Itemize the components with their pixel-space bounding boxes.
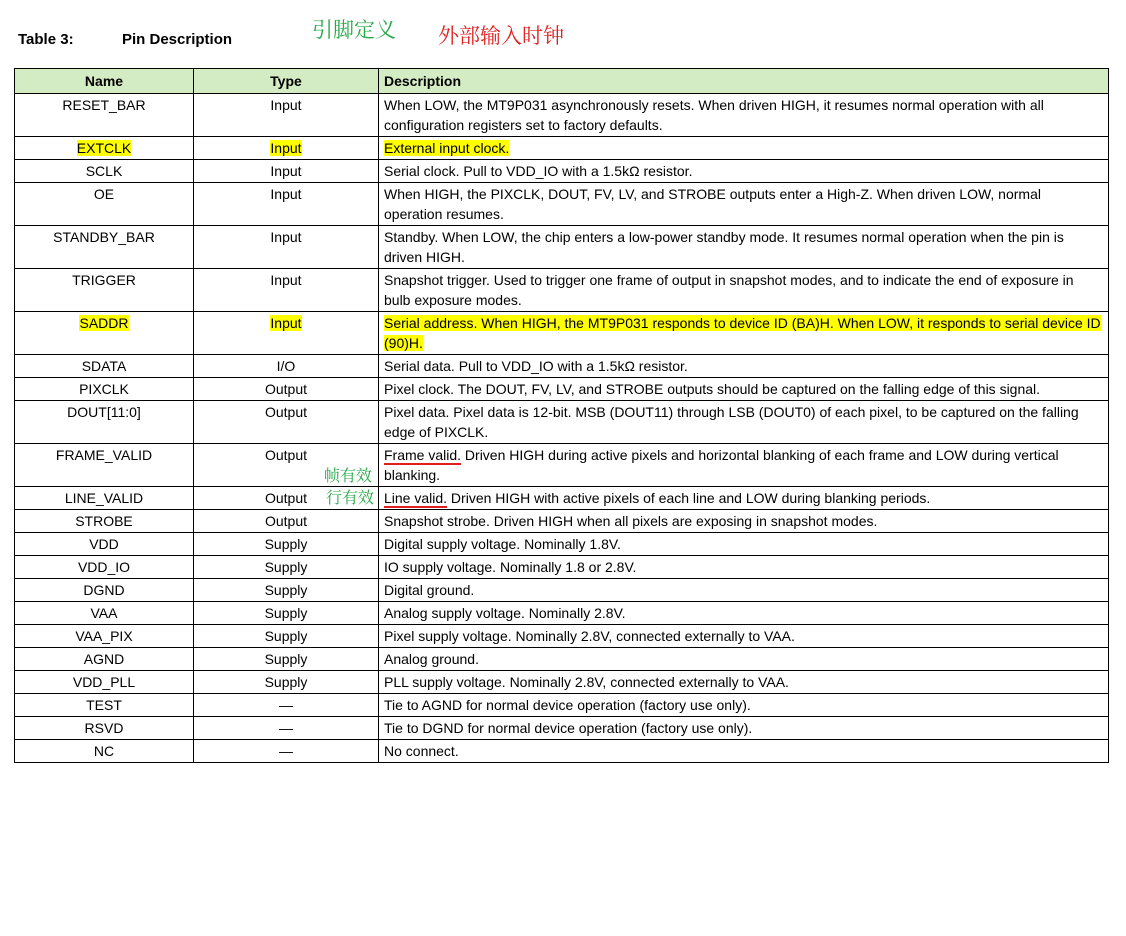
pin-description: Pixel supply voltage. Nominally 2.8V, connected externally to VAA.	[379, 625, 1109, 648]
pin-description-cell	[379, 487, 1109, 510]
header-name: Name	[15, 69, 194, 94]
pin-type: Output	[194, 510, 379, 533]
table-row	[15, 312, 1109, 355]
table-row	[15, 378, 1109, 401]
table-number: Table 3:	[18, 31, 74, 48]
pin-description: Serial address. When HIGH, the MT9P031 responds to device ID (BA)H. When LOW, it responds to serial device ID (90)H.	[384, 315, 1101, 351]
pin-description: Digital supply voltage. Nominally 1.8V.	[379, 533, 1109, 556]
pin-description-table	[14, 68, 1109, 763]
table-row	[15, 694, 1109, 717]
pin-name: VDD	[15, 533, 194, 556]
pin-type: Output	[194, 378, 379, 401]
pin-description: Snapshot strobe. Driven HIGH when all pixels are exposing in snapshot modes.	[379, 510, 1109, 533]
header-description: Description	[379, 69, 1109, 94]
pin-name: FRAME_VALID	[15, 444, 194, 487]
table-row	[15, 740, 1109, 763]
pin-description: Standby. When LOW, the chip enters a low-power standby mode. It resumes normal operation when the pin is driven HIGH.	[379, 226, 1109, 269]
pin-type: —	[194, 694, 379, 717]
table-row	[15, 269, 1109, 312]
pin-name: PIXCLK	[15, 378, 194, 401]
pin-name: SADDR	[79, 315, 129, 331]
pin-type: —	[194, 717, 379, 740]
pin-description: When LOW, the MT9P031 asynchronously resets. When driven HIGH, it resumes normal operation with all configuration registers set to factory defaults.	[379, 94, 1109, 137]
table-row	[15, 510, 1109, 533]
header-type: Type	[194, 69, 379, 94]
pin-name: LINE_VALID	[15, 487, 194, 510]
pin-name: STANDBY_BAR	[15, 226, 194, 269]
table-row	[15, 137, 1109, 160]
pin-description-lead: Line valid.	[384, 490, 448, 506]
pin-type: Input	[194, 269, 379, 312]
table-row	[15, 533, 1109, 556]
table-caption	[18, 31, 232, 48]
pin-name: TRIGGER	[15, 269, 194, 312]
pin-name: OE	[15, 183, 194, 226]
pin-name: SCLK	[15, 160, 194, 183]
pin-type: Input	[194, 226, 379, 269]
pin-type: Supply	[194, 579, 379, 602]
table-header-row	[15, 69, 1109, 94]
pin-name: TEST	[15, 694, 194, 717]
pin-description: Snapshot trigger. Used to trigger one frame of output in snapshot modes, and to indicate the end of exposure in bulb exposure modes.	[379, 269, 1109, 312]
pin-type: Supply	[194, 556, 379, 579]
pin-description: No connect.	[379, 740, 1109, 763]
pin-type: Output	[194, 401, 379, 444]
pin-name: VDD_PLL	[15, 671, 194, 694]
pin-description-cell	[379, 444, 1109, 487]
pin-description: Tie to DGND for normal device operation (factory use only).	[379, 717, 1109, 740]
table-row	[15, 401, 1109, 444]
pin-description: Pixel clock. The DOUT, FV, LV, and STROBE outputs should be captured on the falling edge of this signal.	[379, 378, 1109, 401]
pin-description: Driven HIGH during active pixels and horizontal blanking of each frame and LOW during vertical blanking.	[384, 447, 1059, 483]
annotation-frame-valid: 帧有效	[323, 466, 372, 485]
pin-name: DGND	[15, 579, 194, 602]
pin-type: Input	[194, 160, 379, 183]
annotation-pin-definition: 引脚定义	[312, 18, 396, 42]
pin-type: Supply	[194, 648, 379, 671]
pin-type-cell	[194, 444, 379, 487]
pin-description-lead: Frame valid.	[384, 447, 462, 463]
pin-type: Output	[264, 447, 308, 463]
pin-name: RESET_BAR	[15, 94, 194, 137]
pin-name: AGND	[15, 648, 194, 671]
pin-type: Input	[270, 315, 302, 331]
pin-name: STROBE	[15, 510, 194, 533]
pin-name: VAA	[15, 602, 194, 625]
pin-description: Digital ground.	[379, 579, 1109, 602]
pin-name: RSVD	[15, 717, 194, 740]
pin-type: Input	[270, 140, 302, 156]
pin-description: Tie to AGND for normal device operation (factory use only).	[379, 694, 1109, 717]
table-row	[15, 671, 1109, 694]
pin-name: VDD_IO	[15, 556, 194, 579]
pin-description: When HIGH, the PIXCLK, DOUT, FV, LV, and STROBE outputs enter a High-Z. When driven LOW, normal operation resumes.	[379, 183, 1109, 226]
pin-type: Supply	[194, 602, 379, 625]
table-row	[15, 183, 1109, 226]
pin-description: Serial clock. Pull to VDD_IO with a 1.5kΩ resistor.	[379, 160, 1109, 183]
pin-description: IO supply voltage. Nominally 1.8 or 2.8V.	[379, 556, 1109, 579]
annotation-external-clock: 外部输入时钟	[438, 24, 564, 48]
table-row	[15, 717, 1109, 740]
pin-type: I/O	[194, 355, 379, 378]
pin-description: Analog supply voltage. Nominally 2.8V.	[379, 602, 1109, 625]
pin-type: —	[194, 740, 379, 763]
pin-description: External input clock.	[384, 140, 510, 156]
table-row	[15, 602, 1109, 625]
pin-name: VAA_PIX	[15, 625, 194, 648]
pin-description: Driven HIGH with active pixels of each line and LOW during blanking periods.	[447, 490, 931, 506]
table-row	[15, 226, 1109, 269]
pin-name: SDATA	[15, 355, 194, 378]
pin-type: Supply	[194, 671, 379, 694]
table-row	[15, 556, 1109, 579]
annotation-line-valid: 行有效	[325, 488, 374, 507]
table-row	[15, 648, 1109, 671]
pin-name: NC	[15, 740, 194, 763]
pin-type: Input	[194, 183, 379, 226]
pin-description: PLL supply voltage. Nominally 2.8V, connected externally to VAA.	[379, 671, 1109, 694]
pin-type: Input	[194, 94, 379, 137]
pin-name: EXTCLK	[76, 140, 132, 156]
table-row	[15, 444, 1109, 487]
table-row	[15, 487, 1109, 510]
pin-description: Pixel data. Pixel data is 12-bit. MSB (DOUT11) through LSB (DOUT0) of each pixel, to be captured on the falling edge of PIXCLK.	[379, 401, 1109, 444]
pin-type: Supply	[194, 625, 379, 648]
pin-type: Supply	[194, 533, 379, 556]
pin-name: DOUT[11:0]	[15, 401, 194, 444]
pin-description: Analog ground.	[379, 648, 1109, 671]
table-row	[15, 160, 1109, 183]
table-row	[15, 579, 1109, 602]
table-row	[15, 625, 1109, 648]
pin-type: Output	[264, 490, 308, 506]
table-row	[15, 94, 1109, 137]
pin-type-cell	[194, 487, 379, 510]
pin-description: Serial data. Pull to VDD_IO with a 1.5kΩ resistor.	[379, 355, 1109, 378]
table-row	[15, 355, 1109, 378]
table-title: Pin Description	[122, 31, 233, 48]
